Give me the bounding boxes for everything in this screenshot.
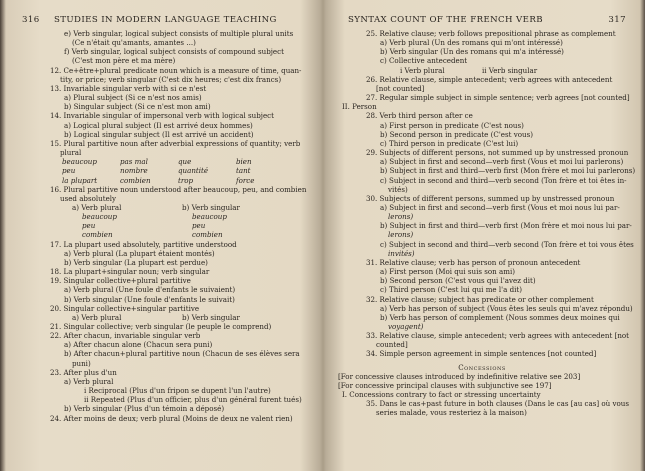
text-line: 16. Plural partitive noun understood after beaucoup, peu, and combien <box>50 184 307 194</box>
left-page <box>22 16 312 423</box>
text-line: 20. Singular collective+singular partitive <box>50 303 200 313</box>
text-line: a) Subject in first and second—verb first (Vous et moi lui parlerons) <box>380 157 624 167</box>
column-b: ii Verb singular <box>482 65 538 75</box>
column-a: beaucoup <box>82 212 117 222</box>
text-line: a) First person (Moi qui suis son ami) <box>380 267 516 277</box>
two-column-row <box>22 221 312 230</box>
text-line: 17. La plupart used absolutely, partitive understood <box>50 239 237 249</box>
quantity-word: que <box>178 157 192 167</box>
text-line: i Reciprocal (Plus d'un fripon se dupent l'un l'autre) <box>84 386 271 396</box>
text-line: plural <box>60 148 82 158</box>
right-page <box>338 15 636 418</box>
text-line: voyagent) <box>388 322 424 331</box>
text-line: a) Verb has person of subject (Vous êtes les seuls qui m'avez répondu) <box>380 303 633 313</box>
text-line: b) Subject in first and third—verb first (Mon frère et moi lui parlerons) <box>380 166 636 176</box>
text-line: 13. Invariable singular verb with si ce n'est <box>50 83 207 93</box>
column-b: b) Verb singular <box>182 202 240 212</box>
quantity-word: quantité <box>178 166 209 176</box>
quantity-word-row <box>22 176 312 185</box>
text-line: invités) <box>388 248 415 258</box>
two-column-row <box>22 212 312 221</box>
column-b: beaucoup <box>192 212 227 222</box>
text-line: I. Concessions contrary to fact or stressing uncertainty <box>342 390 541 400</box>
text-line: 34. Simple person agreement in simple sentences [not counted] <box>366 349 597 359</box>
text-line: a) After chacun alone (Chacun sera puni) <box>64 340 213 350</box>
text-line: a) Verb plural (Un des romans qui m'ont intéressé) <box>380 38 563 48</box>
two-column-row <box>22 203 312 212</box>
column-a: peu <box>82 221 96 231</box>
text-line: 19. Singular collective+plural partitive <box>50 276 191 286</box>
text-line: c) Subject in second and third—verb second (Ton frère et toi vous êtes <box>380 239 634 249</box>
text-line: a) Verb plural (Une foule d'enfants le suivaient) <box>64 285 236 295</box>
text-line: a) Verb plural (La plupart étaient montés) <box>64 248 215 258</box>
text-line: 30. Subjects of different persons, summed up by unstressed pronoun <box>366 193 615 203</box>
text-line: f) Verb singular, logical subject consists of compound subject <box>64 47 284 57</box>
text-line: b) Subject in first and third—verb first (Mon frère et moi nous lui par- <box>380 221 632 231</box>
quantity-word: nombre <box>120 166 148 176</box>
text-line: vités) <box>388 184 408 194</box>
text-line: b) Verb has person of complement (Nous sommes deux moines qui <box>380 312 620 322</box>
quantity-word: beaucoup <box>62 157 97 167</box>
text-line: 23. After plus d'un <box>50 367 117 377</box>
text-line: c) Third person (C'est lui qui me l'a dit) <box>380 285 523 295</box>
quantity-word: combien <box>120 175 151 185</box>
right-page-header <box>338 16 626 29</box>
text-line: 33. Relative clause, simple antecedent; verb agrees with antecedent [not <box>366 331 630 341</box>
text-line: a) Subject in first and second—verb first (Vous et moi nous lui par- <box>380 202 620 212</box>
text-line: ii Repeated (Plus d'un officier, plus d'un général furent tués) <box>84 395 302 405</box>
text-line: a) Plural subject (Si ce n'est nos amis) <box>64 93 202 103</box>
text-line: b) Logical singular subject (Il est arrivé un accident) <box>64 129 254 139</box>
two-column-row <box>22 230 312 239</box>
text-line: a) Verb plural <box>64 376 114 386</box>
text-line: 15. Plural partitive noun after adverbial expressions of quantity; verb <box>50 138 301 148</box>
text-line: b) Second person (C'est vous qui l'avez dit) <box>380 276 536 286</box>
text-line: [For concessive principal clauses with subjunctive see 197] <box>338 380 552 390</box>
text-line: e) Verb singular, logical subject consists of multiple plural units <box>64 29 294 38</box>
text-line: b) Verb singular (Une foule d'enfants le suivait) <box>64 294 235 304</box>
text-line: 22. After chacun, invariable singular verb <box>50 331 201 341</box>
text-line: counted] <box>376 340 408 350</box>
text-line: 28. Verb third person after ce <box>366 111 473 121</box>
text-line: 35. Dans le cas+past future in both clauses (Dans le cas [au cas] où vous <box>366 399 629 409</box>
two-column-row <box>338 66 626 75</box>
running-title: SYNTAX COUNT OF THE FRENCH VERB <box>348 15 543 25</box>
text-line: series malade, vous resteriez à la maison) <box>376 408 527 418</box>
column-a: a) Verb plural <box>72 312 122 322</box>
text-line: c) Subject in second and third—verb second (Ton frère et toi êtes in- <box>380 175 627 185</box>
text-line: puni) <box>72 358 91 368</box>
text-line: 18. La plupart+singular noun; verb singular <box>50 267 210 277</box>
column-b: b) Verb singular <box>182 312 240 322</box>
section-heading: II. Person <box>342 102 377 112</box>
text-line: b) After chacun+plural partitive noun (Chacun de ses élèves sera <box>64 349 300 359</box>
quantity-word-row <box>22 157 312 166</box>
quantity-word: peu <box>62 166 76 176</box>
page-number: 317 <box>608 15 626 25</box>
text-line: 32. Relative clause; subject has predicate or other complement <box>366 294 594 304</box>
text-line: tity, or price; verb singular (C'est dix heures; c'est dix francs) <box>60 74 282 84</box>
quantity-word: force <box>236 175 255 185</box>
text-line: 25. Relative clause; verb follows prepositional phrase as complement <box>366 29 616 38</box>
column-b: combien <box>192 230 223 240</box>
text-line: used absolutely <box>60 193 117 203</box>
column-a: combien <box>82 230 113 240</box>
text-line: 31. Relative clause; verb has person of pronoun antecedent <box>366 257 581 267</box>
column-b: peu <box>192 221 206 231</box>
text-line: lerons) <box>388 212 414 222</box>
text-line: b) Verb singular (La plupart est perdue) <box>64 257 208 267</box>
text-line: b) Singular subject (Si ce n'est mon ami) <box>64 102 211 112</box>
text-line: 27. Regular simple subject in simple sentence; verb agrees [not counted] <box>366 93 630 103</box>
text-line: c) Collective antecedent <box>380 56 468 66</box>
text-line: 24. After moins de deux; verb plural (Moins de deux ne valent rien) <box>50 413 293 423</box>
quantity-word: bien <box>236 157 252 167</box>
page-number: 316 <box>22 15 40 25</box>
text-line: 29. Subjects of different persons, not summed up by unstressed pronoun <box>366 148 629 158</box>
text-line: b) Second person in predicate (C'est vous) <box>380 129 533 139</box>
text-line: (C'est mon père et ma mère) <box>72 56 176 66</box>
column-a: i Verb plural <box>400 65 445 75</box>
text-line: [not counted] <box>376 83 425 93</box>
text-line: 21. Singular collective; verb singular (le peuple le comprend) <box>50 322 272 331</box>
text-line: a) First person in predicate (C'est nous) <box>380 120 524 130</box>
text-line: 12. Ce+être+plural predicate noun which is a measure of time, quan- <box>50 65 302 75</box>
left-page-header <box>22 16 312 29</box>
text-line: lerons) <box>388 230 414 240</box>
quantity-word-row <box>22 166 312 175</box>
quantity-word: pas mal <box>120 157 148 167</box>
text-line: 26. Relative clause, simple antecedent; verb agrees with antecedent <box>366 74 613 84</box>
column-a: a) Verb plural <box>72 202 122 212</box>
quantity-word: tant <box>236 166 251 176</box>
text-line: [For concessive clauses introduced by indefinitive relative see 203] <box>338 371 581 381</box>
text-line: (Ce n'était qu'amants, amantes ...) <box>72 38 196 48</box>
quantity-word: trop <box>178 175 194 185</box>
text-line: 14. Invariable singular of impersonal verb with logical subject <box>50 111 274 121</box>
text-line: c) Third person in predicate (C'est lui) <box>380 138 519 148</box>
text-line: a) Logical plural subject (Il est arrivé deux hommes) <box>64 120 253 130</box>
quantity-word: la plupart <box>62 175 98 185</box>
running-title: STUDIES IN MODERN LANGUAGE TEACHING <box>54 15 277 25</box>
text-line: b) Verb singular (Un des romans qui m'a intéressé) <box>380 47 564 57</box>
section-heading-concessions: Concessions <box>458 362 506 372</box>
text-line: b) Verb singular (Plus d'un témoin a déposé) <box>64 404 225 414</box>
two-column-row <box>22 313 312 322</box>
